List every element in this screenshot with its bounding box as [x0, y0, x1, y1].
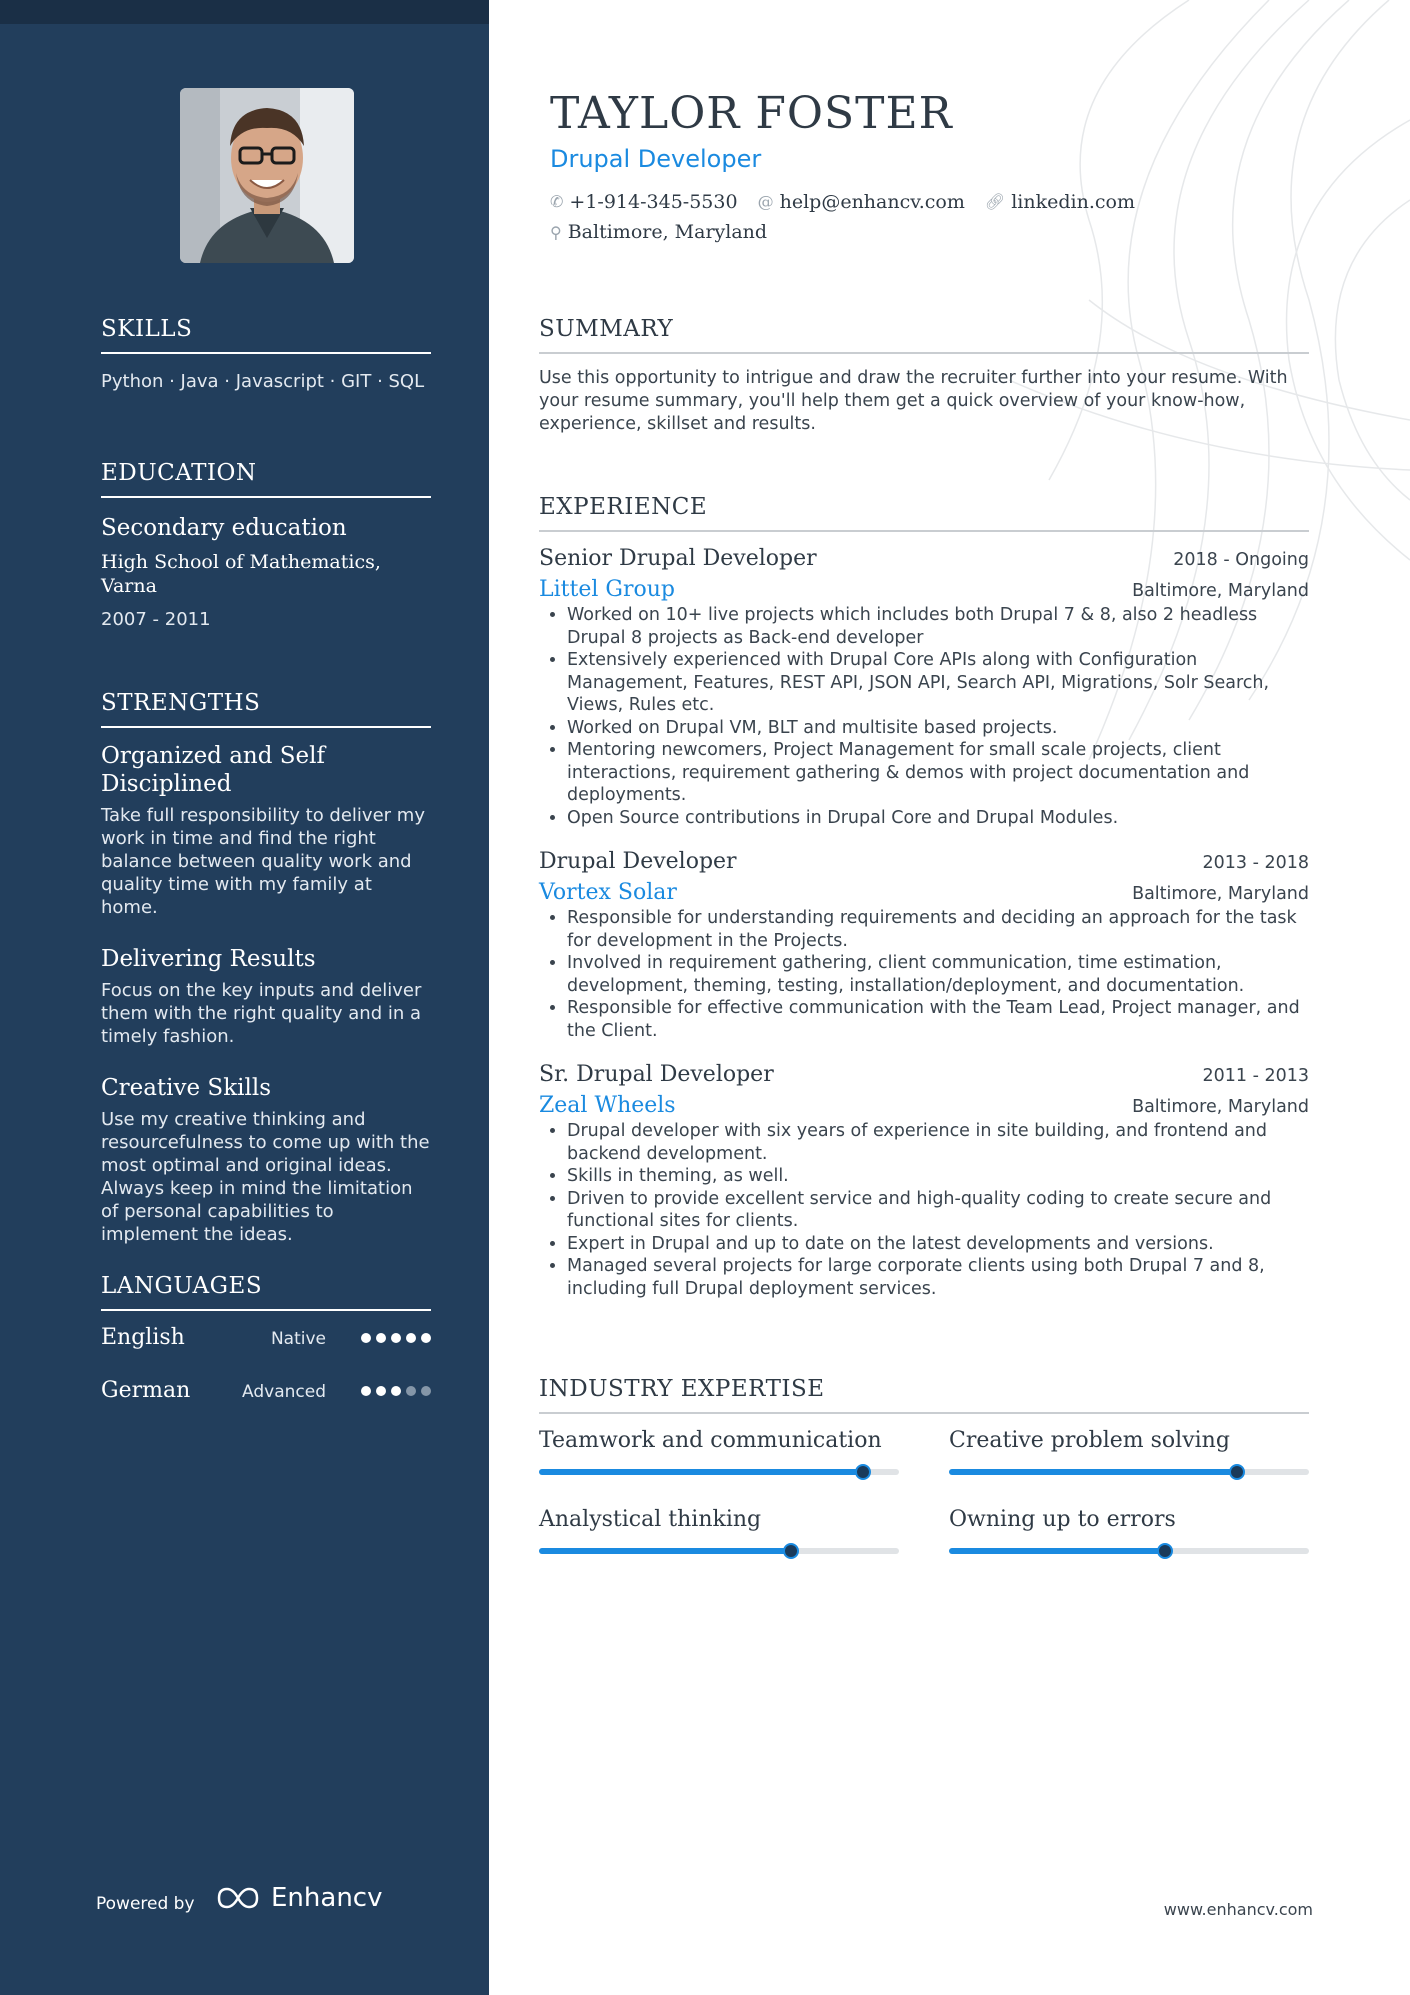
job-bullet: • Open Source contributions in Drupal Core and Drupal Modules. — [567, 807, 1309, 830]
language-level: Native — [270, 1329, 326, 1349]
phone-text: +1-914-345-5530 — [569, 190, 738, 213]
location-text: Baltimore, Maryland — [567, 221, 768, 243]
expertise-item — [539, 1507, 899, 1554]
languages-heading: LANGUAGES — [101, 1273, 431, 1311]
rating-dot — [376, 1386, 386, 1396]
expertise-bar — [539, 1469, 899, 1475]
expertise-item — [949, 1428, 1309, 1475]
expertise-bar-fill — [949, 1469, 1237, 1475]
profile-photo — [180, 88, 354, 263]
education-dates: 2007 - 2011 — [101, 609, 211, 630]
job-bullets — [539, 907, 1309, 1042]
language-name: English — [101, 1325, 185, 1350]
job-bullet: • Skills in theming, as well. — [567, 1165, 1309, 1188]
job-location: Baltimore, Maryland — [1132, 581, 1309, 601]
expertise-bar — [949, 1548, 1309, 1554]
education-section — [101, 460, 431, 631]
rating-dot — [406, 1333, 416, 1343]
strengths-heading: STRENGTHS — [101, 690, 431, 728]
expertise-bar-fill — [539, 1548, 791, 1554]
education-school: High School of Mathematics, Varna — [101, 551, 381, 597]
expertise-bar-fill — [949, 1548, 1165, 1554]
strength-text: Focus on the key inputs and deliver them with the right quality and in a timely fashion. — [101, 980, 422, 1047]
sidebar-top-band — [0, 0, 489, 24]
main-content — [489, 0, 1410, 1995]
job-bullet: • Responsible for effective communication with the Team Lead, Project manager, and the Client. — [567, 997, 1309, 1042]
job-bullet: • Responsible for understanding requirements and deciding an approach for the task for development in the Projects. — [567, 907, 1309, 952]
strength-text: Use my creative thinking and resourcefulness to come up with the most optimal and original ideas. Always keep in mind the limitation of personal capabilities to implement the ideas. — [101, 1109, 430, 1245]
strength-title: Organized and Self Disciplined — [101, 743, 326, 797]
rating-dot — [406, 1386, 416, 1396]
sidebar — [0, 0, 489, 1995]
language-rating — [361, 1386, 431, 1396]
language-level: Advanced — [242, 1382, 326, 1402]
company-name: Littel Group — [539, 577, 675, 602]
expertise-item — [539, 1428, 899, 1475]
strength-text: Take full responsibility to deliver my work in time and find the right balance between quality work and quality time with my family at home. — [101, 805, 425, 918]
job-bullet: • Managed several projects for large corporate clients using both Drupal 7 and 8, including full Drupal deployment services. — [567, 1255, 1309, 1300]
job-dates: 2011 - 2013 — [1202, 1066, 1309, 1086]
experience-heading: EXPERIENCE — [539, 494, 1309, 532]
expertise-bar — [949, 1469, 1309, 1475]
enhancv-logo[interactable] — [215, 1883, 382, 1913]
job-bullet: • Mentoring newcomers, Project Management for small scale projects, client interactions, requirement gathering & demos with project documentation and deployments. — [567, 739, 1309, 807]
email-text: help@enhancv.com — [779, 190, 965, 213]
job-bullets — [539, 604, 1309, 829]
summary-section — [539, 316, 1309, 436]
expertise-bar — [539, 1548, 899, 1554]
industry-expertise-heading: INDUSTRY EXPERTISE — [539, 1376, 1309, 1414]
languages-section — [101, 1273, 431, 1431]
job-bullet: • Drupal developer with six years of experience in site building, and frontend and backend development. — [567, 1120, 1309, 1165]
job-dates: 2018 - Ongoing — [1173, 550, 1309, 570]
strength-title: Delivering Results — [101, 946, 316, 972]
powered-by-label: Powered by — [96, 1894, 195, 1914]
job-title: Senior Drupal Developer — [539, 546, 817, 571]
job-bullet: • Extensively experienced with Drupal Core APIs along with Configuration Management, Features, REST API, JSON API, Search API, Migrations, Solr Search, Views, Rules etc. — [567, 649, 1309, 717]
expertise-bar-fill — [539, 1469, 863, 1475]
enhancv-brand-text: Enhancv — [271, 1883, 383, 1913]
job-bullet: • Involved in requirement gathering, client communication, time estimation, development, theming, testing, installation/deployment, and documentation. — [567, 952, 1309, 997]
language-row — [101, 1378, 431, 1431]
expertise-bar-knob — [855, 1464, 871, 1480]
location-pin-icon: ⚲ — [550, 222, 562, 242]
skills-section — [101, 316, 431, 393]
rating-dot — [391, 1333, 401, 1343]
strength-item — [101, 742, 431, 919]
candidate-name: TAYLOR FOSTER — [550, 88, 953, 139]
at-icon: @ — [757, 192, 774, 211]
job-location: Baltimore, Maryland — [1132, 1097, 1309, 1117]
contact-linkedin[interactable] — [985, 191, 1135, 213]
language-row — [101, 1325, 431, 1378]
experience-section — [539, 494, 1309, 1300]
job-bullet: • Expert in Drupal and up to date on the latest developments and versions. — [567, 1233, 1309, 1256]
job-bullet: • Driven to provide excellent service and high-quality coding to create secure and functional sites for clients. — [567, 1188, 1309, 1233]
rating-dot — [361, 1333, 371, 1343]
industry-expertise-section — [539, 1376, 1309, 1554]
expertise-bar-knob — [1229, 1464, 1245, 1480]
expertise-item — [949, 1507, 1309, 1554]
phone-icon: ✆ — [550, 192, 564, 211]
job-title: Drupal Developer — [539, 849, 737, 874]
rating-dot — [376, 1333, 386, 1343]
job-entry — [539, 546, 1309, 829]
job-dates: 2013 - 2018 — [1202, 853, 1309, 873]
company-name: Zeal Wheels — [539, 1093, 676, 1118]
skills-list: Python · Java · Javascript · GIT · SQL — [101, 371, 425, 392]
contact-email[interactable] — [758, 191, 965, 213]
summary-heading: SUMMARY — [539, 316, 1309, 354]
summary-text: Use this opportunity to intrigue and draw the recruiter further into your resume. With your resume summary, you'll help them get a quick overview of your know-how, experience, skillset and results. — [539, 368, 1288, 434]
expertise-name: Analystical thinking — [539, 1507, 762, 1532]
strengths-section — [101, 690, 431, 1246]
candidate-role: Drupal Developer — [550, 145, 762, 173]
company-name: Vortex Solar — [539, 880, 677, 905]
job-entry — [539, 1062, 1309, 1300]
rating-dot — [361, 1386, 371, 1396]
expertise-bar-knob — [1157, 1543, 1173, 1559]
strength-title: Creative Skills — [101, 1075, 271, 1101]
job-location: Baltimore, Maryland — [1132, 884, 1309, 904]
expertise-name: Creative problem solving — [949, 1428, 1230, 1453]
expertise-bar-knob — [783, 1543, 799, 1559]
strength-item — [101, 1074, 431, 1246]
education-degree: Secondary education — [101, 515, 347, 541]
expertise-name: Owning up to errors — [949, 1507, 1176, 1532]
strength-item — [101, 945, 431, 1048]
contact-info — [550, 190, 1149, 243]
link-icon: 🔗︎ — [984, 192, 1006, 211]
job-title: Sr. Drupal Developer — [539, 1062, 774, 1087]
rating-dot — [391, 1386, 401, 1396]
linkedin-text: linkedin.com — [1011, 190, 1135, 213]
job-entry — [539, 849, 1309, 1042]
expertise-name: Teamwork and communication — [539, 1428, 882, 1453]
footer-url[interactable]: www.enhancv.com — [1163, 1900, 1313, 1919]
language-name: German — [101, 1378, 191, 1403]
enhancv-logo-icon — [215, 1886, 261, 1910]
contact-location — [550, 221, 767, 243]
rating-dot — [421, 1386, 431, 1396]
job-bullet: • Worked on Drupal VM, BLT and multisite based projects. — [567, 717, 1309, 740]
job-bullet: • Worked on 10+ live projects which includes both Drupal 7 & 8, also 2 headless Drupal 8 projects as Back-end developer — [567, 604, 1309, 649]
job-bullets — [539, 1120, 1309, 1300]
rating-dot — [421, 1333, 431, 1343]
language-rating — [361, 1333, 431, 1343]
education-heading: EDUCATION — [101, 460, 431, 498]
contact-phone[interactable] — [550, 191, 738, 213]
skills-heading: SKILLS — [101, 316, 431, 354]
